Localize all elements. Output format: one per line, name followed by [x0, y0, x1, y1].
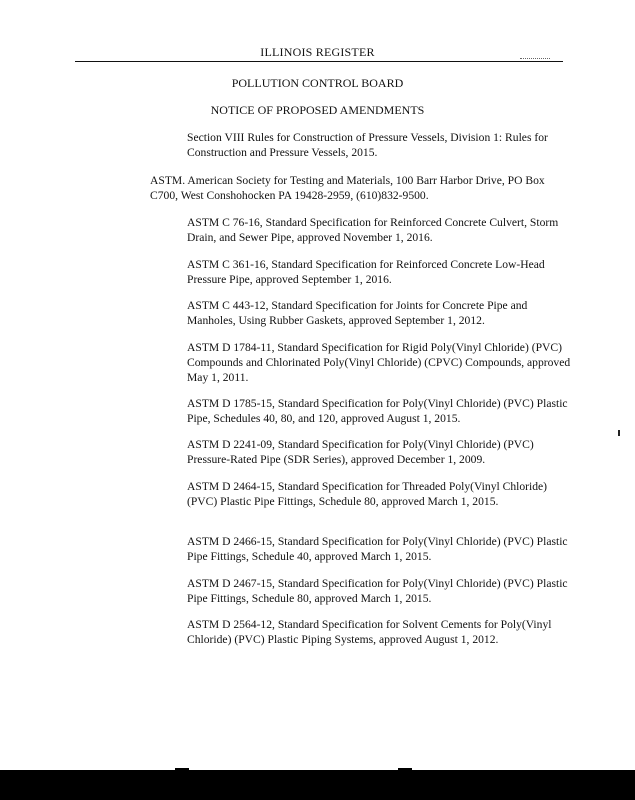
standard-astm-d2466: ASTM D 2466-15, Standard Specification for Poly(Vinyl Chloride) (PVC) Plastic Pipe Fittings, Schedule 40, approved March 1, 2015.	[187, 535, 568, 563]
astm-organization-paragraph: ASTM. American Society for Testing and Materials, 100 Barr Harbor Drive, PO Box C700, West Conshohocken PA 19428-2959, (610)832-9500.	[150, 174, 545, 202]
board-title: POLLUTION CONTROL BOARD	[231, 76, 404, 90]
standard-astm-c361: ASTM C 361-16, Standard Specification for Reinforced Concrete Low-Head Pressure Pipe, approved September 1, 2016.	[187, 258, 545, 286]
standard-astm-d1784: ASTM D 1784-11, Standard Specification for Rigid Poly(Vinyl Chloride) (PVC) Compounds and Chlorinated Poly(Vinyl Chloride) (CPVC) Compounds, approved May 1, 2011.	[187, 341, 571, 384]
header-rule	[75, 61, 563, 62]
scan-speck	[618, 430, 620, 436]
header-rule-mark	[520, 58, 550, 59]
scan-bottom-border	[0, 770, 635, 800]
standard-astm-d2467: ASTM D 2467-15, Standard Specification for Poly(Vinyl Chloride) (PVC) Plastic Pipe Fittings, Schedule 80, approved March 1, 2015.	[187, 577, 568, 605]
standard-astm-c76: ASTM C 76-16, Standard Specification for Reinforced Concrete Culvert, Storm Drain, and Sewer Pipe, approved November 1, 2016.	[187, 216, 559, 244]
register-title: ILLINOIS REGISTER	[260, 45, 375, 59]
standard-astm-c443: ASTM C 443-12, Standard Specification for Joints for Concrete Pipe and Manholes, Using Rubber Gaskets, approved September 1, 2012.	[187, 299, 528, 327]
standard-astm-d2241: ASTM D 2241-09, Standard Specification for Poly(Vinyl Chloride) (PVC) Pressure-Rated Pipe (SDR Series), approved December 1, 2009.	[187, 438, 534, 466]
notice-title: NOTICE OF PROPOSED AMENDMENTS	[210, 103, 425, 117]
standard-astm-d2464: ASTM D 2464-15, Standard Specification for Threaded Poly(Vinyl Chloride) (PVC) Plastic Pipe Fittings, Schedule 80, approved March 1, 2015.	[187, 480, 548, 508]
section-viii-paragraph: Section VIII Rules for Construction of Pressure Vessels, Division 1: Rules for Construction and Pressure Vessels, 2015.	[187, 131, 548, 159]
standard-astm-d1785: ASTM D 1785-15, Standard Specification for Poly(Vinyl Chloride) (PVC) Plastic Pipe, Schedules 40, 80, and 120, approved August 1, 2015.	[187, 397, 568, 425]
standard-astm-d2564: ASTM D 2564-12, Standard Specification for Solvent Cements for Poly(Vinyl Chloride) (PVC) Plastic Piping Systems, approved August 1, 2012.	[187, 618, 552, 646]
